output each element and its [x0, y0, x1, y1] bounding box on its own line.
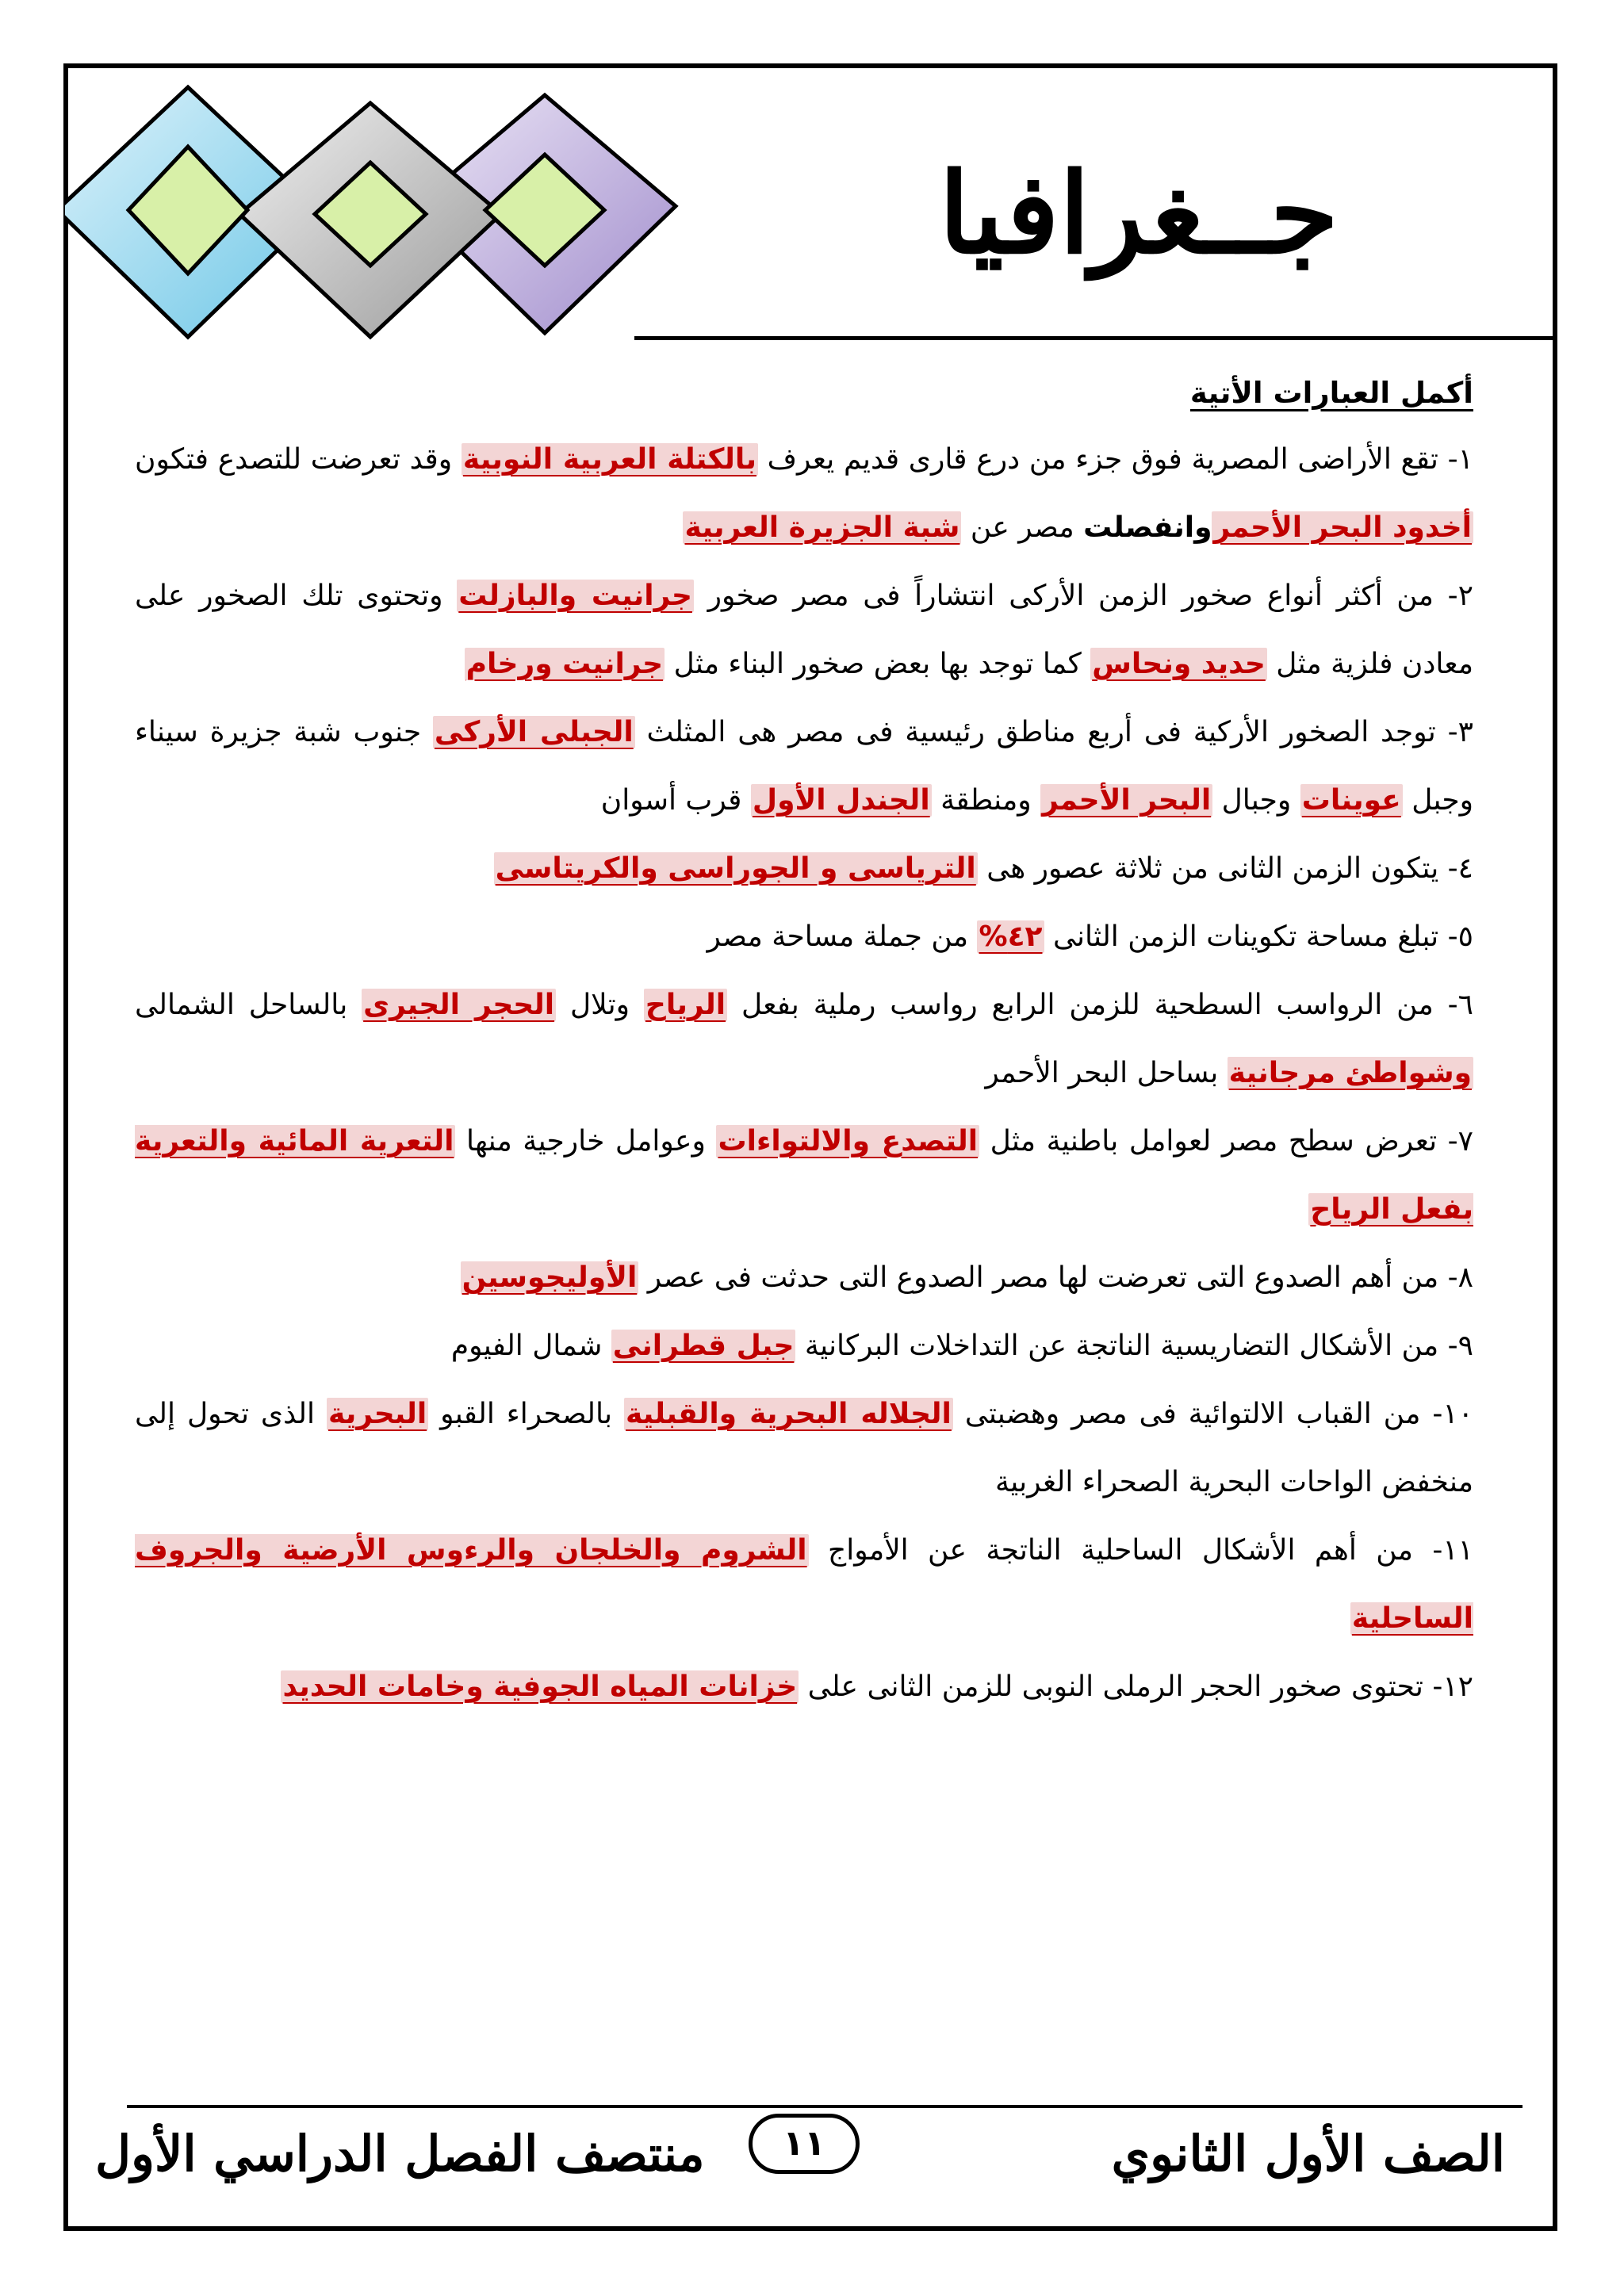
statement-text: من أهم الصدوع التى تعرضت لها مصر الصدوع التى حدثت فى عصر: [638, 1261, 1448, 1294]
exercise-item: [135, 1312, 1473, 1380]
statement-text: من جملة مساحة مصر: [707, 920, 978, 953]
footer-divider: [127, 2105, 1522, 2108]
diamond-decoration: [65, 71, 699, 357]
statement-text: جنوب شبة جزيرة سيناء وجبل: [135, 716, 1473, 817]
statement-text: شمال الفيوم: [450, 1330, 611, 1362]
answer-text: جبل قطرانى: [612, 1330, 795, 1362]
exercise-item: [135, 835, 1473, 903]
answer-text: البحرية: [327, 1398, 427, 1430]
exercise-list: [135, 426, 1473, 1721]
item-number: ١٠-: [1432, 1398, 1473, 1430]
statement-text: مصر عن: [961, 511, 1084, 544]
statement-text: وقد تعرضت للتصدع فتكون: [135, 443, 462, 476]
header-divider: [634, 336, 1557, 340]
statement-text: بالصحراء القبو: [428, 1398, 624, 1430]
statement-text: قرب أسوان: [600, 784, 751, 817]
statement-text: وجبال: [1212, 784, 1300, 817]
exercise-item: [135, 698, 1473, 835]
page-number: ١١: [749, 2114, 860, 2174]
exercise-item: [135, 1244, 1473, 1312]
answer-text: شبة الجزيرة العربية: [684, 511, 960, 544]
answer-text: الشروم والخلجان والرءوس الأرضية والجروف الساحلية: [135, 1534, 1473, 1635]
item-number: ٢-: [1447, 580, 1473, 612]
exercise-item: [135, 903, 1473, 971]
answer-text: عوينات: [1301, 784, 1401, 817]
answer-text: الجبلى الأركى: [434, 716, 634, 748]
answer-text: التصدع والالتواءات: [718, 1125, 979, 1158]
statement-text: من القباب الالتوائية فى مصر وهضبتى: [952, 1398, 1433, 1430]
statement-text: بالساحل الشمالى: [135, 989, 362, 1021]
answer-text: البحر الأحمر: [1042, 784, 1212, 817]
statement-text: بساحل البحر الأحمر: [985, 1057, 1228, 1089]
exercise-item: [135, 971, 1473, 1108]
footer-term: منتصف الفصل الدراسي الأول: [95, 2125, 705, 2183]
item-number: ١-: [1447, 443, 1474, 476]
item-number: ١١-: [1432, 1534, 1473, 1567]
exercise-content: [135, 361, 1473, 1721]
answer-text: خزانات المياه الجوفية وخامات الحديد: [282, 1670, 798, 1703]
item-number: ٣-: [1447, 716, 1473, 748]
exercise-item: [135, 1653, 1473, 1721]
item-number: ٦-: [1447, 989, 1473, 1021]
statement-text: تقع الأراضى المصرية فوق جزء من درع قارى قديم يعرف: [757, 443, 1448, 476]
item-number: ٤-: [1447, 852, 1473, 885]
statement-text: وتلال: [556, 989, 644, 1021]
item-number: ٩-: [1447, 1330, 1473, 1362]
item-number: ١٢-: [1432, 1670, 1473, 1703]
answer-text: الحجر الجيرى: [363, 989, 555, 1021]
answer-text: الأوليجوسين: [462, 1261, 638, 1294]
statement-text: توجد الصخور الأركية فى أربع مناطق رئيسية فى مصر هى المثلث: [634, 716, 1448, 748]
exercise-item: [135, 1517, 1473, 1653]
statement-text: من الأشكال التضاريسية الناتجة عن التداخلات البركانية: [795, 1330, 1448, 1362]
statement-text: من أكثر أنواع صخور الزمن الأركى انتشاراً فى مصر صخور: [693, 580, 1448, 612]
answer-text: جرانيت والبازلت: [458, 580, 692, 612]
statement-text: من الرواسب السطحية للزمن الرابع رواسب رملية بفعل: [727, 989, 1448, 1021]
exercise-item: [135, 1108, 1473, 1244]
footer-grade: الصف الأول الثانوي: [1111, 2125, 1505, 2183]
exercise-item: [135, 1380, 1473, 1517]
exercise-item: [135, 562, 1473, 698]
answer-text: جرانيت ورخام: [465, 648, 664, 680]
answer-text: التعرية المائية والتعرية بفعل الرياح: [135, 1125, 1473, 1226]
statement-text: كما توجد بها بعض صخور البناء مثل: [665, 648, 1091, 680]
answer-text: الرياح: [645, 989, 726, 1021]
section-heading: أكمل العبارات الأتية: [1189, 376, 1473, 410]
statement-text: تعرض سطح مصر لعوامل باطنية مثل: [979, 1125, 1448, 1158]
answer-text: بالكتلة العربية النوبية: [462, 443, 756, 476]
statement-text: تحتوى صخور الحجر الرملى النوبى للزمن الثانى على: [799, 1670, 1433, 1703]
statement-text: وتحتوى تلك الصخور على معادن فلزية مثل: [135, 580, 1473, 680]
answer-text: أخدود البحر الأحمر: [1213, 511, 1472, 544]
answer-text: حديد ونحاس: [1092, 648, 1266, 680]
answer-text: وشواطئ مرجانية: [1228, 1057, 1472, 1089]
exercise-item: [135, 426, 1473, 562]
statement-text: من أهم الأشكال الساحلية الناتجة عن الأمواج: [808, 1534, 1433, 1567]
answer-text: ٤٢%: [979, 920, 1043, 953]
statement-text: يتكون الزمن الثانى من ثلاثة عصور هى: [977, 852, 1448, 885]
answer-text: الجلاله البحرية والقبلية: [625, 1398, 952, 1430]
item-number: ٨-: [1447, 1261, 1473, 1294]
bold-text: وانفصلت: [1083, 511, 1212, 544]
statement-text: ومنطقة: [931, 784, 1041, 817]
item-number: ٥-: [1447, 920, 1473, 953]
statement-text: تبلغ مساحة تكوينات الزمن الثانى: [1044, 920, 1448, 953]
page-title: جــغرافيا: [938, 149, 1339, 279]
answer-text: الترياسى و الجوراسى والكريتاسى: [495, 852, 976, 885]
item-number: ٧-: [1447, 1125, 1473, 1158]
statement-text: وعوامل خارجية منها: [455, 1125, 717, 1158]
answer-text: الجندل الأول: [752, 784, 930, 817]
statement-text: الذى تحول إلى منخفض الواحات البحرية الصحراء الغربية: [135, 1398, 1473, 1498]
